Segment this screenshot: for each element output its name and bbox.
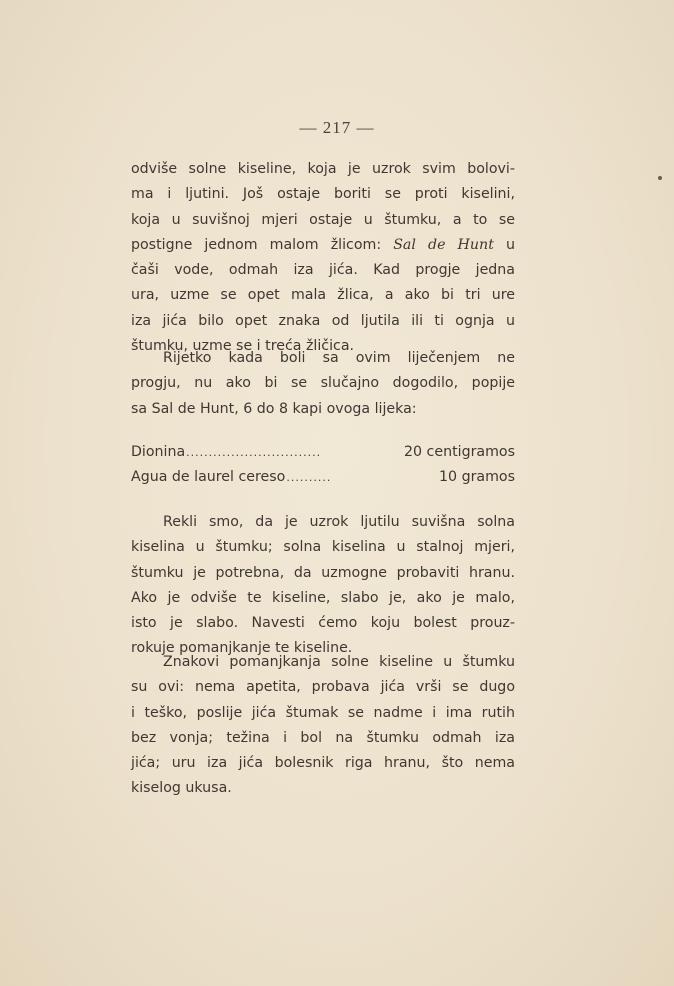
text-line: progju, nu ako bi se slučajno dogodilo, popije <box>131 375 515 392</box>
recipe-row <box>131 465 515 490</box>
text-line: Ako je odviše te kiseline, slabo je, ako je malo, <box>131 589 515 606</box>
text-fragment: u <box>493 236 515 253</box>
text-line: štumku je potrebna, da uzmogne probaviti hranu. <box>131 564 515 581</box>
ingredient-quantity: 10 gramos <box>439 469 515 485</box>
leader-dots: .......... <box>286 471 332 484</box>
text-line-with-italic <box>131 233 515 258</box>
text-line: štumku, uzme se i treća žličica. <box>131 338 355 355</box>
text-fragment: postigne jednom malom žlicom: <box>131 236 394 253</box>
text-line: kiselog ukusa. <box>131 780 232 797</box>
recipe-list <box>131 440 515 490</box>
text-line: Rijetko kada boli sa ovim liječenjem ne <box>163 350 515 366</box>
ingredient-name: Agua de laurel cereso <box>131 469 286 485</box>
text-line: jića; uru iza jića bolesnik riga hranu, što nema <box>131 755 515 772</box>
text-line: bez vonja; težina i bol na štumku odmah iza <box>131 729 515 746</box>
ingredient-name: Dionina <box>131 444 186 460</box>
paragraph-4 <box>131 650 515 802</box>
text-line: iza jića bilo opet znaka od ljutila ili ti ognja u <box>131 312 515 329</box>
paper-speck <box>658 176 662 180</box>
text-line: sa Sal de Hunt, 6 do 8 kapi ovoga lijeka: <box>131 400 417 417</box>
text-line: ura, uzme se opet mala žlica, a ako bi tri ure <box>131 287 515 304</box>
leader-dots: .............................. <box>186 446 322 459</box>
paragraph-2 <box>131 346 515 422</box>
text-line: i teško, poslije jića štumak se nadme i ima rutih <box>131 704 515 721</box>
text-line: Znakovi pomanjkanja solne kiseline u štumku <box>163 654 515 670</box>
text-line: čaši vode, odmah iza jića. Kad progje jedna <box>131 262 515 279</box>
page-number: — 217 — <box>299 118 375 137</box>
text-line: kiselina u štumku; solna kiselina u stalnoj mjeri, <box>131 539 515 556</box>
recipe-row <box>131 440 515 465</box>
text-line: ma i ljutini. Još ostaje boriti se proti kiselini, <box>131 186 515 203</box>
text-line: rokuje pomanjkanje te kiseline. <box>131 640 353 657</box>
paragraph-1 <box>131 157 515 359</box>
text-line: su ovi: nema apetita, probava jića vrši se dugo <box>131 679 515 696</box>
text-line: Rekli smo, da je uzrok ljutilu suvišna solna <box>163 514 515 530</box>
italic-product-name: Sal de Hunt <box>393 236 494 253</box>
ingredient-quantity: 20 centigramos <box>403 444 515 460</box>
text-line: isto je slabo. Navesti ćemo koju bolest prouz- <box>131 615 515 632</box>
paragraph-3 <box>131 510 515 662</box>
text-line: koja u suvišnoj mjeri ostaje u štumku, a to se <box>131 211 515 228</box>
text-line: odviše solne kiseline, koja je uzrok svim bolovi- <box>131 161 515 177</box>
